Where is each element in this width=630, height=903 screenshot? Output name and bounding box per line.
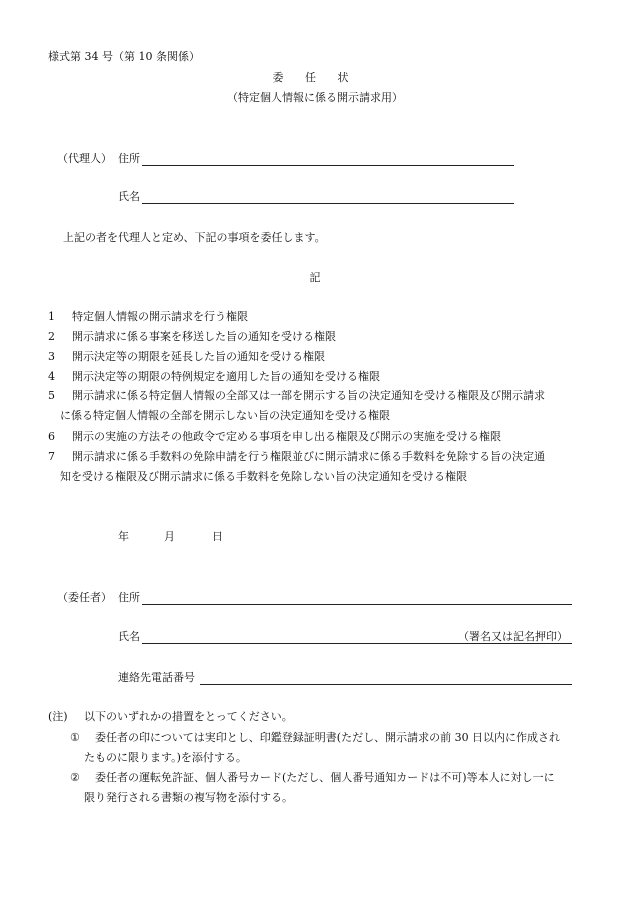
item-number: 5 [48, 389, 55, 402]
note-mark: ① [70, 731, 80, 744]
principal-address-field[interactable] [142, 604, 572, 605]
seal-note: （署名又は記名押印） [458, 630, 568, 643]
agent-name-label: 氏名 [118, 190, 140, 203]
agent-name-field[interactable] [142, 203, 514, 204]
item-text: 開示決定等の期限の特例規定を適用した旨の通知を受ける権限 [72, 370, 380, 383]
principal-phone-label: 連絡先電話番号 [118, 671, 195, 684]
item-text-continued: に係る特定個人情報の全部を開示しない旨の決定通知を受ける権限 [60, 409, 390, 422]
form-number: 様式第 34 号（第 10 条関係） [48, 50, 200, 63]
item-number: 6 [48, 430, 55, 443]
notes-intro: 以下のいずれかの措置をとってください。 [84, 710, 293, 723]
item-number: 3 [48, 350, 55, 363]
document-subtitle: （特定個人情報に係る開示請求用） [227, 91, 403, 104]
date-year: 年 [118, 530, 129, 543]
item-number: 7 [48, 450, 55, 463]
ki-heading: 記 [309, 271, 321, 284]
document-title: 委 任 状 [272, 71, 358, 84]
principal-name-field[interactable] [142, 643, 572, 644]
item-text: 開示決定等の期限を延長した旨の通知を受ける権限 [72, 350, 325, 363]
agent-label: （代理人） [57, 152, 112, 165]
note-text-continued: たものに限ります。)を添付する。 [84, 751, 247, 764]
item-text: 特定個人情報の開示請求を行う権限 [72, 310, 248, 323]
item-text: 開示請求に係る事案を移送した旨の通知を受ける権限 [72, 330, 336, 343]
note-text: 委任者の印については実印とし、印鑑登録証明書(ただし、開示請求の前 30 日以内に作成され [95, 731, 561, 744]
principal-label: （委任者） [57, 591, 112, 604]
item-text: 開示請求に係る手数料の免除申請を行う権限並びに開示請求に係る手数料を免除する旨の決定通 [72, 450, 545, 463]
item-text: 開示の実施の方法その他政令で定める事項を申し出る権限及び開示の実施を受ける権限 [72, 430, 501, 443]
principal-phone-field[interactable] [200, 684, 572, 685]
item-number: 4 [48, 370, 55, 383]
notes-label: (注) [48, 710, 68, 723]
note-mark: ② [70, 771, 80, 784]
item-text: 開示請求に係る特定個人情報の全部又は一部を開示する旨の決定通知を受ける権限及び開示請求 [72, 389, 545, 402]
note-text: 委任者の運転免許証、個人番号カード(ただし、個人番号通知カードは不可)等本人に対し一に [95, 771, 555, 784]
principal-name-label: 氏名 [118, 630, 140, 643]
delegation-statement: 上記の者を代理人と定め、下記の事項を委任します。 [63, 231, 326, 244]
item-text-continued: 知を受ける権限及び開示請求に係る手数料を免除しない旨の決定通知を受ける権限 [60, 470, 467, 483]
agent-address-label: 住所 [118, 152, 140, 165]
principal-address-label: 住所 [118, 591, 140, 604]
note-text-continued: 限り発行される書類の複写物を添付する。 [84, 791, 293, 804]
date-month: 月 [164, 530, 175, 543]
date-day: 日 [212, 530, 223, 543]
item-number: 2 [48, 330, 55, 343]
agent-address-field[interactable] [142, 165, 514, 166]
item-number: 1 [48, 310, 55, 323]
